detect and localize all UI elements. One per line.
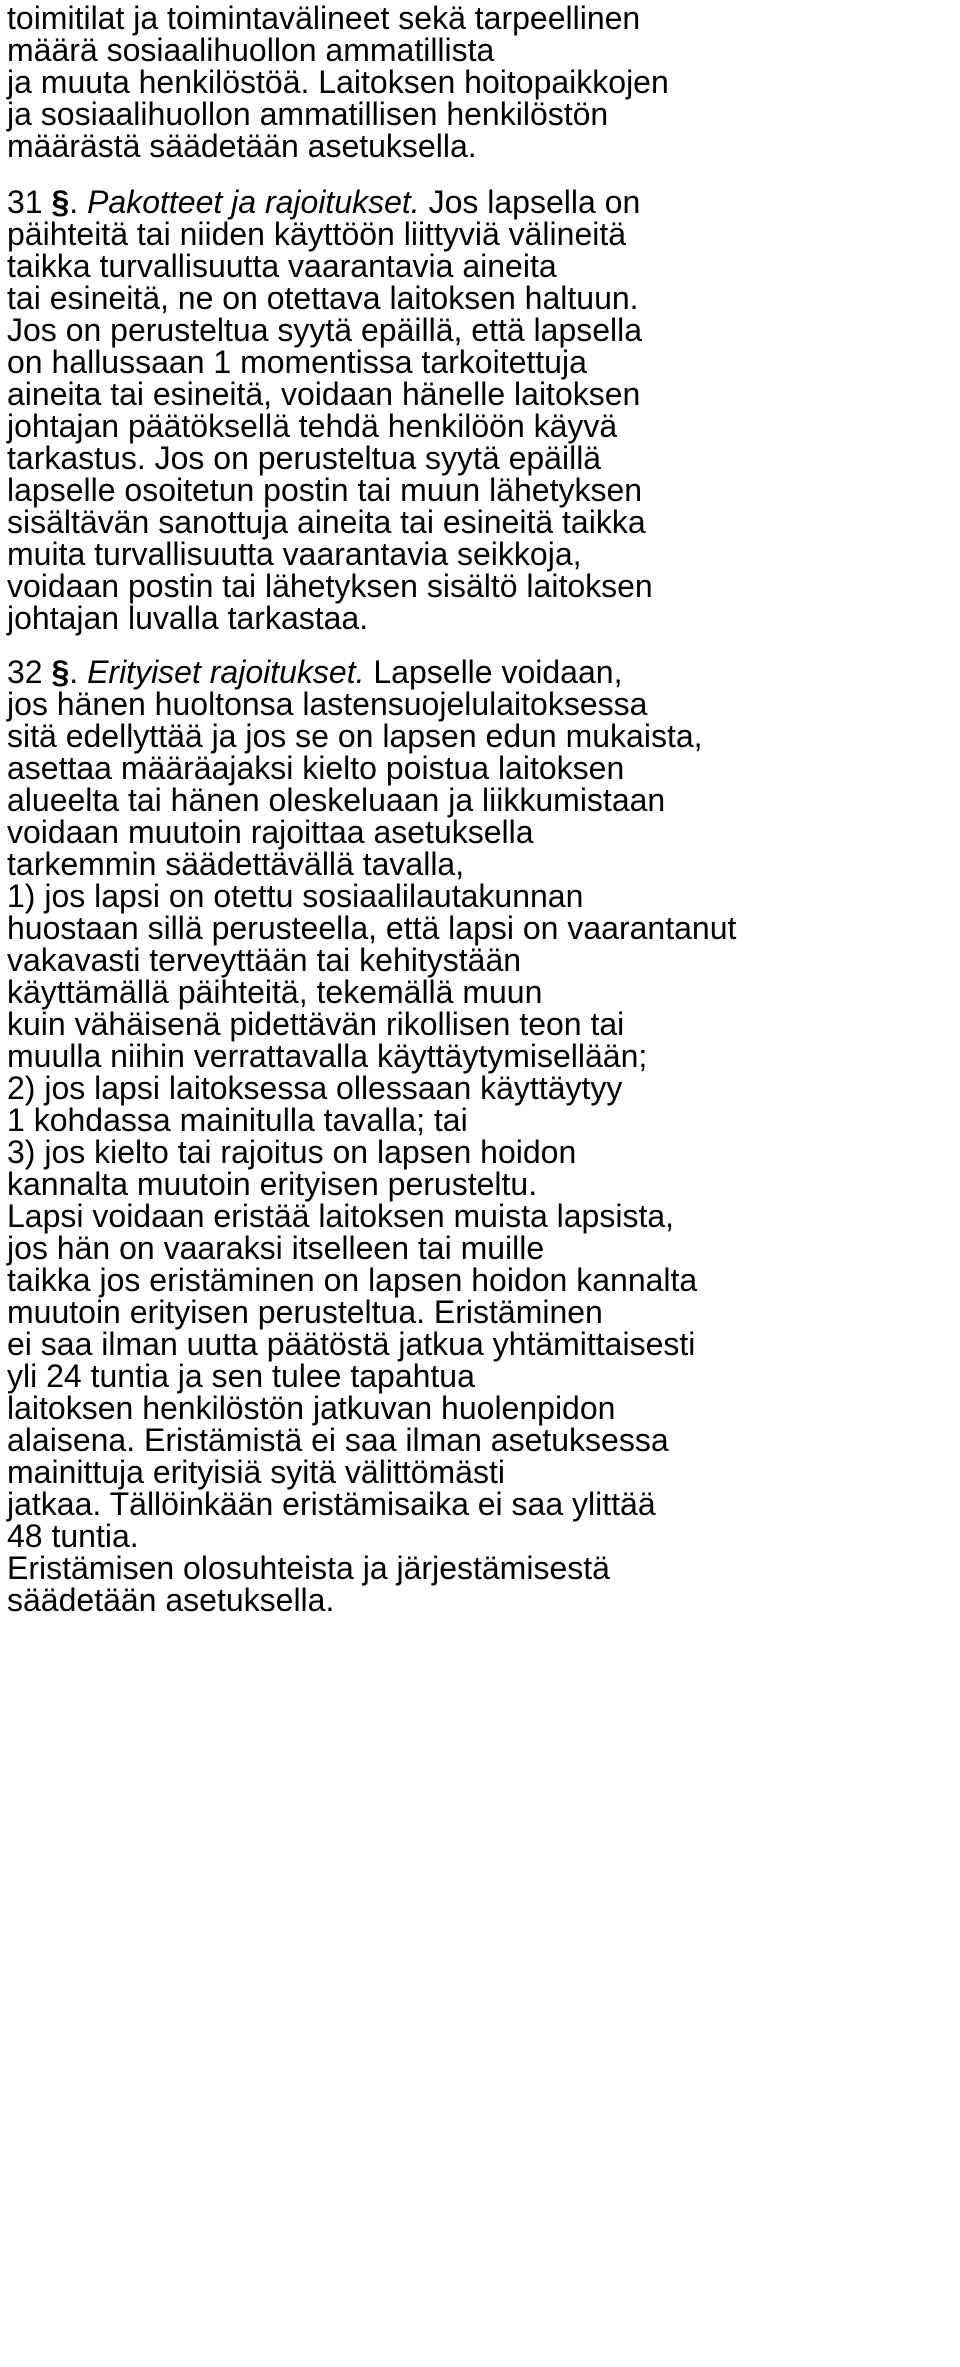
text-line: tarkastus. Jos on perusteltua syytä epäillä <box>7 440 602 476</box>
text-line: johtajan luvalla tarkastaa. <box>7 600 369 636</box>
section-title: Erityiset rajoitukset. <box>87 654 365 690</box>
text-line: päihteitä tai niiden käyttöön liittyviä välineitä <box>7 216 627 252</box>
text-line: huostaan sillä perusteella, että lapsi on vaarantanut <box>7 910 737 946</box>
text-line: toimitilat ja toimintavälineet sekä tarpeellinen <box>7 0 641 36</box>
text-line: 2) jos lapsi laitoksessa ollessaan käyttäytyy <box>7 1070 623 1106</box>
text-line: Lapsi voidaan eristää laitoksen muista lapsista, <box>7 1198 675 1234</box>
section-dot: . <box>69 184 79 220</box>
text-line: määrä sosiaalihuollon ammatillista <box>7 32 495 68</box>
text-line: voidaan muutoin rajoittaa asetuksella <box>7 814 534 850</box>
text-line: muita turvallisuutta vaarantavia seikkoja, <box>7 536 582 572</box>
text-line: ja muuta henkilöstöä. Laitoksen hoitopaikkojen <box>7 64 669 100</box>
section-number: 31 <box>7 184 43 220</box>
text-line: laitoksen henkilöstön jatkuvan huolenpidon <box>7 1390 616 1426</box>
text-line: yli 24 tuntia ja sen tulee tapahtua <box>7 1358 475 1394</box>
text-line: alueelta tai hänen oleskeluaan ja liikkumistaan <box>7 782 666 818</box>
text-line: Eristämisen olosuhteista ja järjestämisestä <box>7 1550 610 1586</box>
text-line: 1 kohdassa mainitulla tavalla; tai <box>7 1102 468 1138</box>
text-line: aineita tai esineitä, voidaan hänelle laitoksen <box>7 376 641 412</box>
text-line: kuin vähäisenä pidettävän rikollisen teon tai <box>7 1006 625 1042</box>
text-line: muutoin erityisen perusteltua. Eristäminen <box>7 1294 603 1330</box>
text-line: ei saa ilman uutta päätöstä jatkua yhtämittaisesti <box>7 1326 696 1362</box>
text-line: alaisena. Eristämistä ei saa ilman asetuksessa <box>7 1422 669 1458</box>
text-line: tai esineitä, ne on otettava laitoksen haltuun. <box>7 280 639 316</box>
text-line: jos hänen huoltonsa lastensuojelulaitoksessa <box>7 686 648 722</box>
text-line: muulla niihin verrattavalla käyttäytymisellään; <box>7 1038 648 1074</box>
text-line: 1) jos lapsi on otettu sosiaalilautakunnan <box>7 878 584 914</box>
text-line: lapselle osoitetun postin tai muun lähetyksen <box>7 472 643 508</box>
text-line: taikka turvallisuutta vaarantavia aineita <box>7 248 557 284</box>
text-line: Jos on perusteltua syytä epäillä, että lapsella <box>7 312 643 348</box>
text-line: johtajan päätöksellä tehdä henkilöön käyvä <box>7 408 618 444</box>
text-line: kannalta muutoin erityisen perusteltu. <box>7 1166 538 1202</box>
text-line: sitä edellyttää ja jos se on lapsen edun mukaista, <box>7 718 703 754</box>
section-text: Lapselle voidaan, <box>373 654 623 690</box>
text-line: vakavasti terveyttään tai kehitystään <box>7 942 522 978</box>
section-mark: § <box>51 654 70 690</box>
text-line: 3) jos kielto tai rajoitus on lapsen hoidon <box>7 1134 577 1170</box>
text-line: säädetään asetuksella. <box>7 1582 335 1618</box>
text-line: jos hän on vaaraksi itselleen tai muille <box>7 1230 545 1266</box>
text-line: tarkemmin säädettävällä tavalla, <box>7 846 465 882</box>
text-line: jatkaa. Tällöinkään eristämisaika ei saa ylittää <box>7 1486 656 1522</box>
section-mark: § <box>51 184 70 220</box>
section-title: Pakotteet ja rajoitukset. <box>87 184 420 220</box>
text-line: asettaa määräajaksi kielto poistua laitoksen <box>7 750 625 786</box>
text-line: taikka jos eristäminen on lapsen hoidon kannalta <box>7 1262 698 1298</box>
section-text: Jos lapsella on <box>428 184 641 220</box>
section-number: 32 <box>7 654 43 690</box>
section-dot: . <box>69 654 79 690</box>
text-line: voidaan postin tai lähetyksen sisältö laitoksen <box>7 568 653 604</box>
text-line: mainittuja erityisiä syitä välittömästi <box>7 1454 505 1490</box>
text-line: käyttämällä päihteitä, tekemällä muun <box>7 974 543 1010</box>
text-line: 48 tuntia. <box>7 1518 139 1554</box>
text-line: ja sosiaalihuollon ammatillisen henkilöstön <box>7 96 609 132</box>
text-line: sisältävän sanottuja aineita tai esineitä taikka <box>7 504 646 540</box>
text-line: määrästä säädetään asetuksella. <box>7 128 477 164</box>
text-line: on hallussaan 1 momentissa tarkoitettuja <box>7 344 587 380</box>
